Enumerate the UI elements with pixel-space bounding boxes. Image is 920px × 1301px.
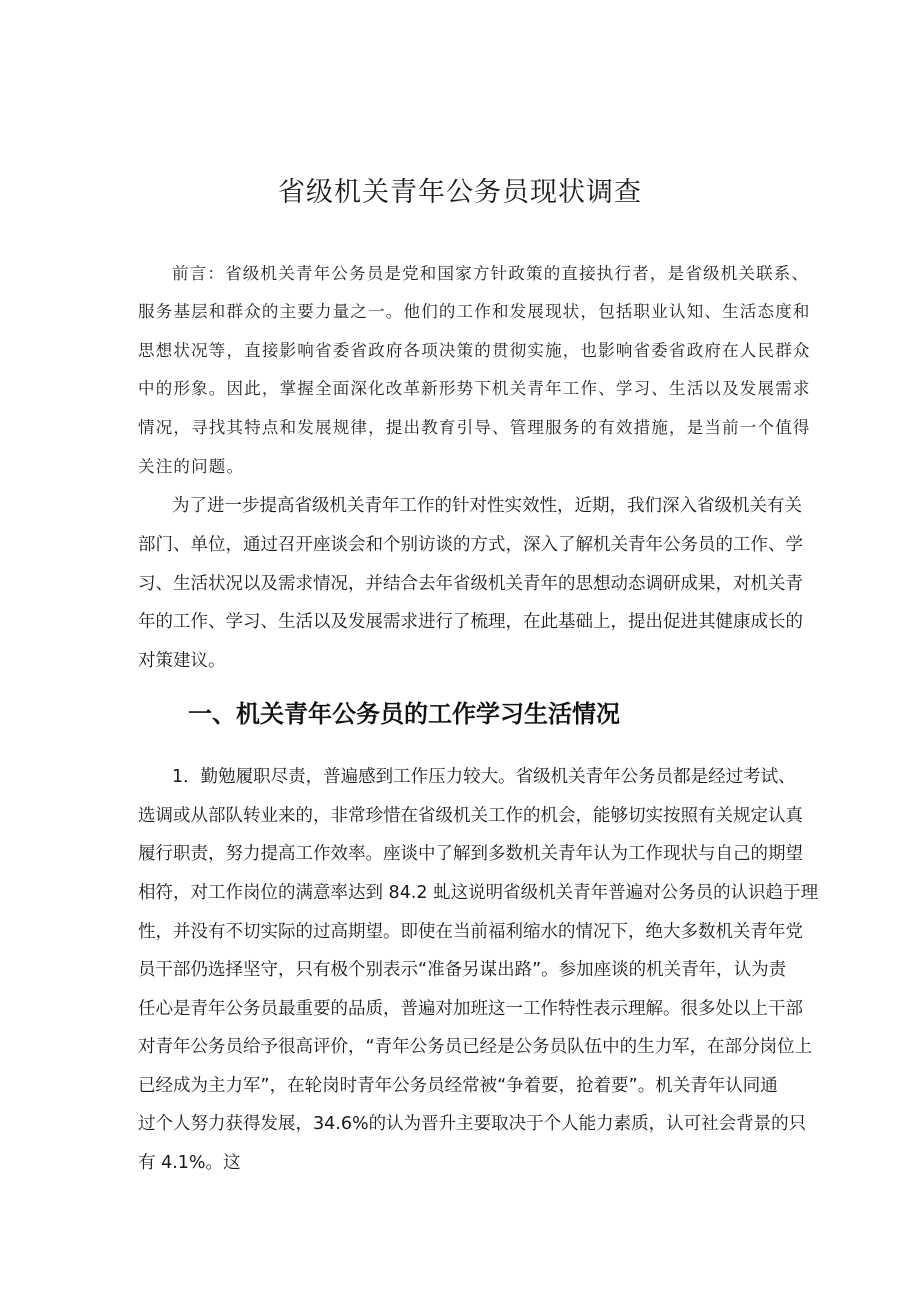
text-line: 为了进一步提高省级机关青年工作的针对性实效性，近期，我们深入省级机关有关 (172, 496, 802, 516)
section-heading: 一、机关青年公务员的工作学习生活情况 (188, 700, 620, 728)
text-line: 关注的问题。 (138, 457, 245, 476)
text-line: 有 4.1%。这 (138, 1153, 241, 1173)
text-line: 性，并没有不切实际的过高期望。即使在当前福利缩水的情况下，绝大多数机关青年党 (138, 922, 803, 942)
text-line: 1．勤勉履职尽责，普遍感到工作压力较大。省级机关青年公务员都是经过考试、 (172, 767, 796, 787)
text-line: 思想状况等，直接影响省委省政府各项决策的贯彻实施，也影响省委省政府在人民群众 (138, 341, 811, 360)
text-line: 服务基层和群众的主要力量之一。他们的工作和发展现状，包括职业认知、生活态度和 (138, 302, 811, 321)
text-line: 选调或从部队转业来的，非常珍惜在省级机关工作的机会，能够切实按照有关规定认真 (138, 806, 803, 826)
text-line: 员干部仍选择坚守，只有极个别表示“准备另谋出路”。参加座谈的机关青年，认为责 (138, 960, 787, 980)
text-line: 习、生活状况以及需求情况，并结合去年省级机关青年的思想动态调研成果，对机关青 (138, 574, 803, 594)
text-line: 履行职责，努力提高工作效率。座谈中了解到多数机关青年认为工作现状与自己的期望 (138, 844, 803, 864)
text-line: 前言：省级机关青年公务员是党和国家方针政策的直接执行者，是省级机关联系、 (172, 264, 810, 283)
text-line: 过个人努力获得发展，34.6%的认为晋升主要取决于个人能力素质，认可社会背景的只 (138, 1114, 807, 1134)
text-line: 对策建议。 (138, 651, 226, 671)
text-line: 任心是青年公务员最重要的品质，普遍对加班这一工作特性表示理解。很多处以上干部 (138, 999, 803, 1019)
text-line: 对青年公务员给予很高评价，“青年公务员已经是公务员队伍中的生力军，在部分岗位上 (138, 1037, 813, 1057)
text-line: 情况，寻找其特点和发展规律，提出教育引导、管理服务的有效措施，是当前一个值得 (138, 418, 811, 437)
text-line: 部门、单位，通过召开座谈会和个别访谈的方式，深入了解机关青年公务员的工作、学 (138, 535, 803, 555)
document-title: 省级机关青年公务员现状调查 (278, 177, 642, 208)
text-line: 年的工作、学习、生活以及发展需求进行了梳理，在此基础上，提出促进其健康成长的 (138, 612, 803, 632)
text-line: 相符，对工作岗位的满意率达到 84.2 虬这说明省级机关青年普遍对公务员的认识趋于理 (138, 883, 819, 903)
text-line: 已经成为主力军”，在轮岗时青年公务员经常被“争着要，抢着要”。机关青年认同通 (138, 1076, 778, 1096)
text-line: 中的形象。因此，掌握全面深化改革新形势下机关青年工作、学习、生活以及发展需求 (138, 379, 811, 398)
